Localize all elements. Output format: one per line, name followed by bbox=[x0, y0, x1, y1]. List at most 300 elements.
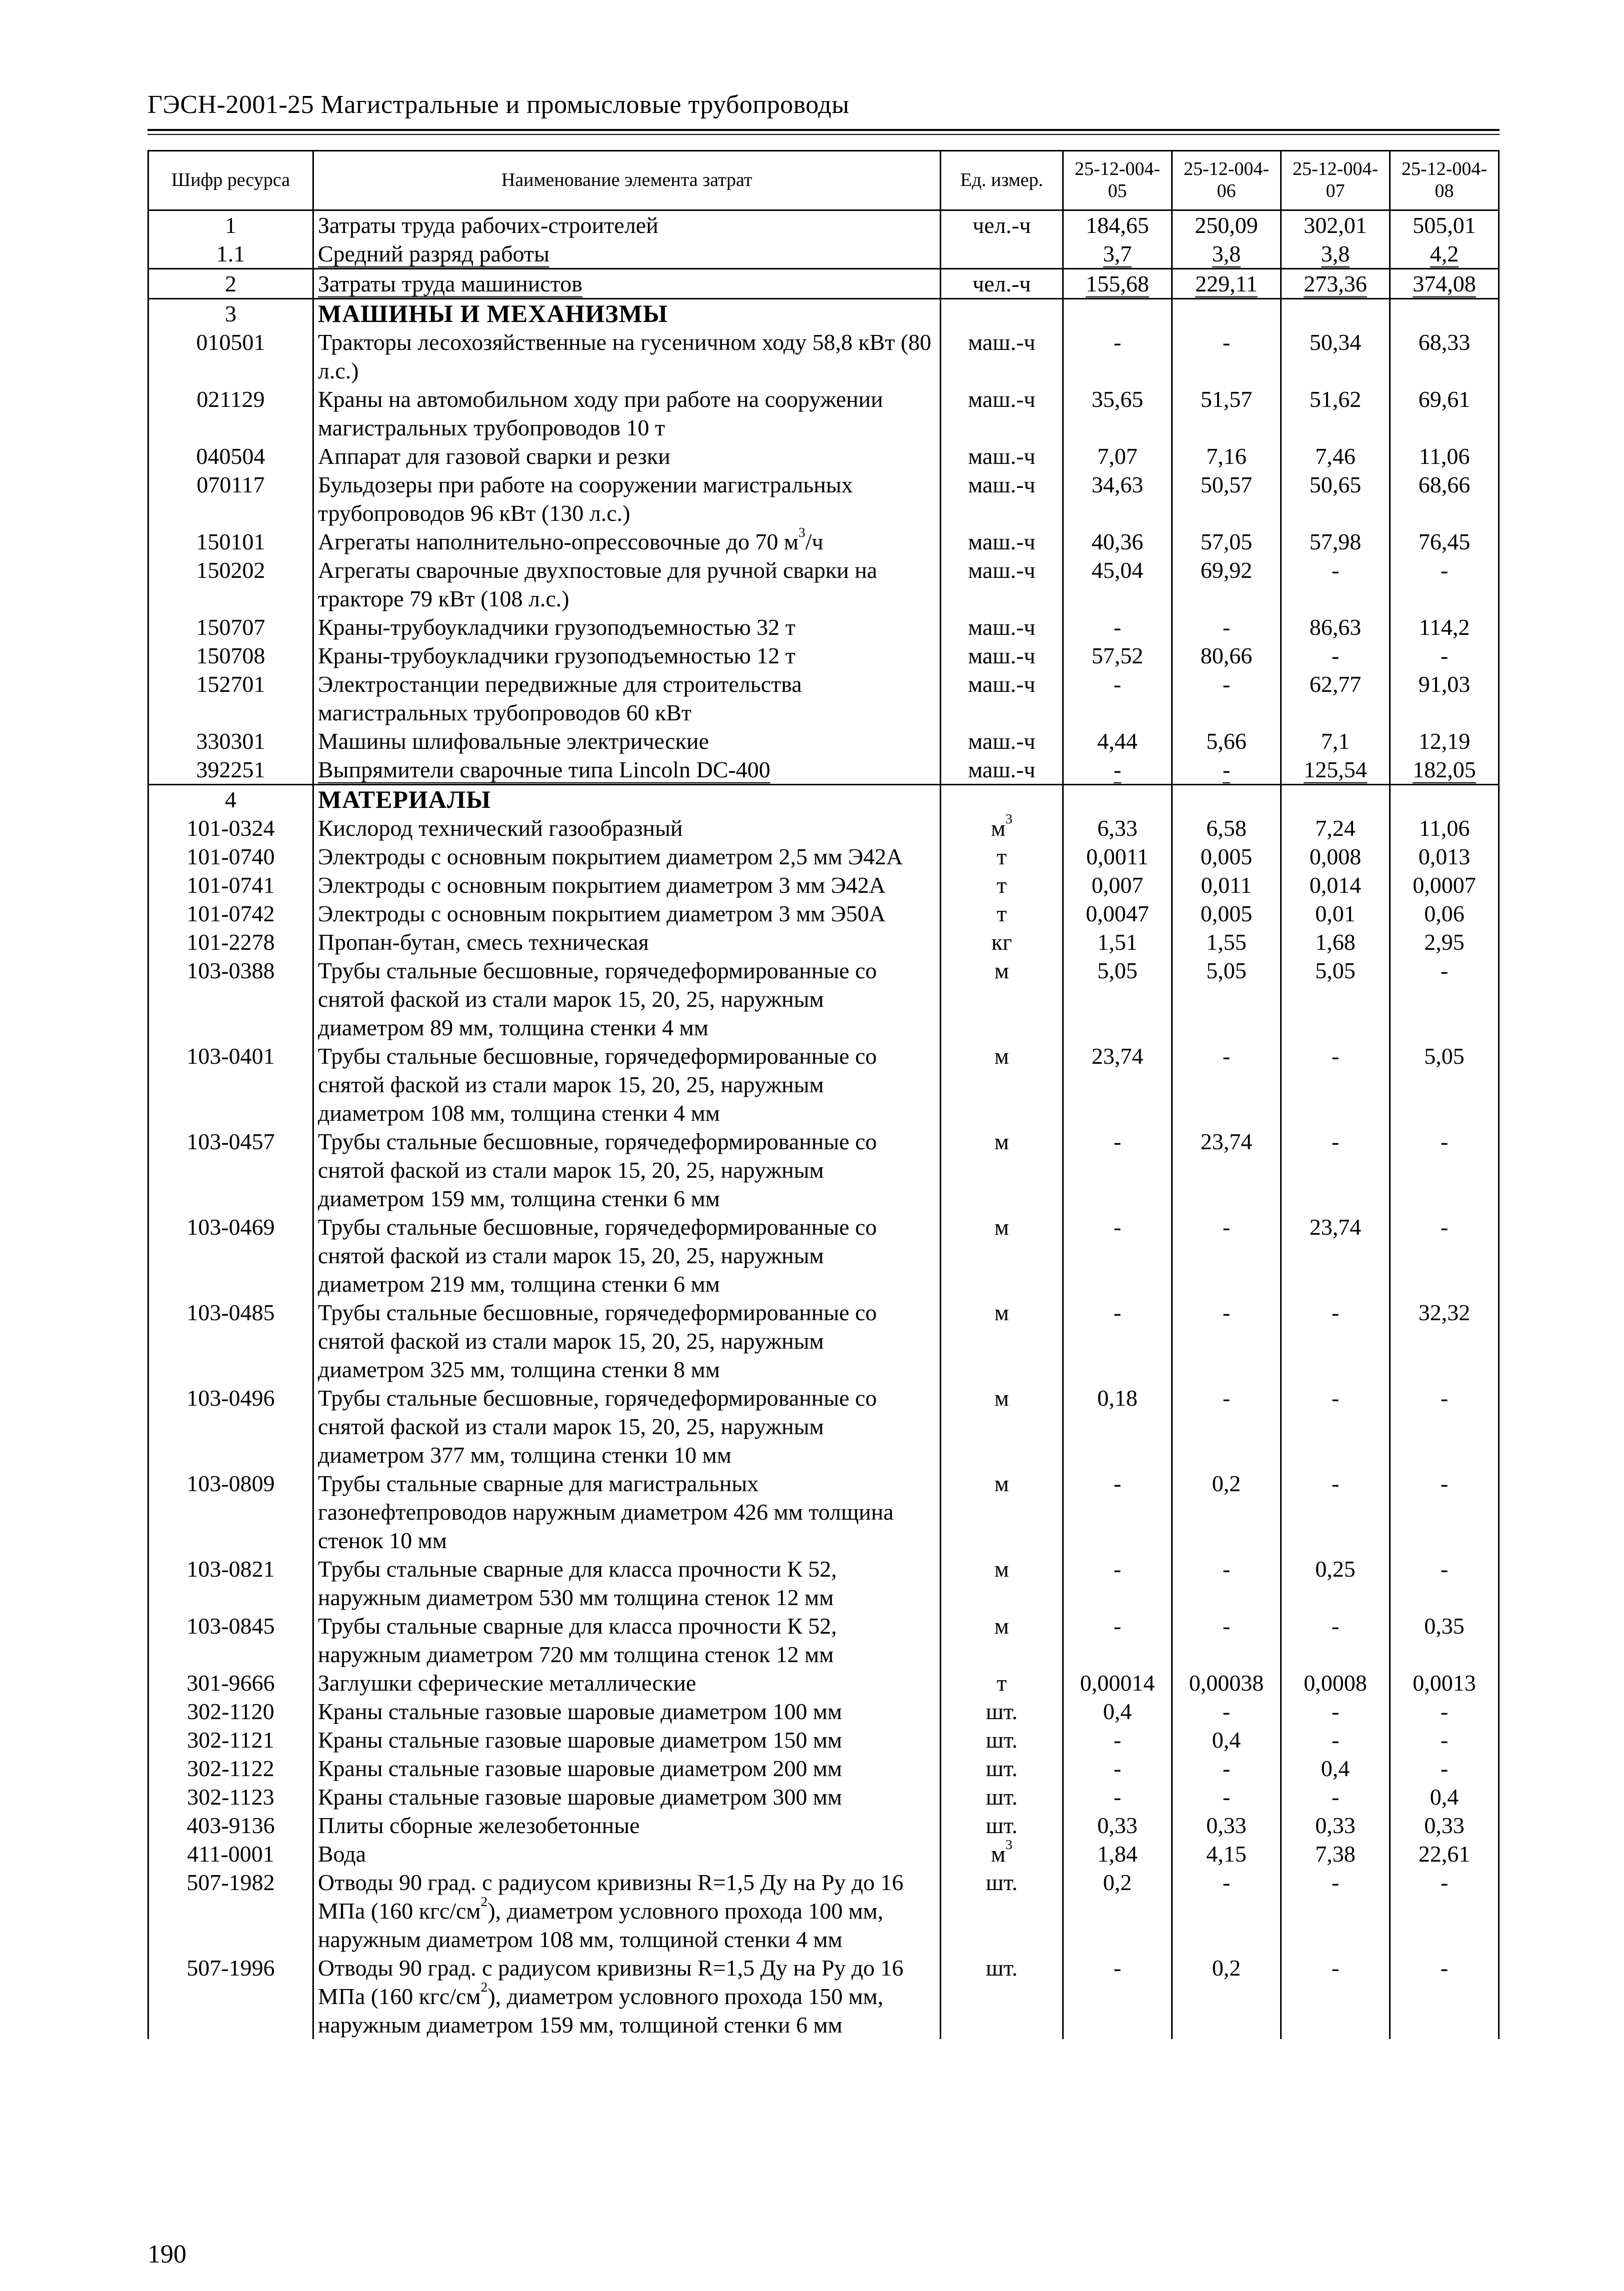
value-cell-v1 bbox=[1063, 956, 1172, 1042]
value-cell-v3 bbox=[1281, 956, 1390, 1042]
resource-name-cell bbox=[313, 814, 941, 842]
value-cell-v2 bbox=[1172, 1127, 1281, 1213]
value-text: - bbox=[1331, 1385, 1340, 1411]
resource-code-cell: 1 bbox=[148, 210, 313, 240]
resource-name-cell bbox=[313, 442, 941, 470]
value-cell-v3 bbox=[1281, 1868, 1390, 1954]
unit-cell: маш.-ч bbox=[941, 442, 1063, 470]
resource-name-text: Краны стальные газовые шаровые диаметром 300 мм bbox=[318, 1784, 842, 1810]
table-row bbox=[148, 1127, 1499, 1213]
resource-name-text: Затраты труда машинистов bbox=[318, 271, 583, 296]
resource-name-text: Трубы стальные бесшовные, горячедеформированные со снятой фаской из стали марок 15, 20, 25, наружным диаметром 325 мм, толщина стенки 8 мм bbox=[318, 1300, 877, 1382]
value-cell-v2 bbox=[1172, 727, 1281, 755]
value-text: - bbox=[1113, 1300, 1122, 1325]
value-cell-v2 bbox=[1172, 785, 1281, 814]
value-cell-v1 bbox=[1063, 1555, 1172, 1612]
value-cell-v4 bbox=[1390, 871, 1499, 899]
value-text: 7,16 bbox=[1206, 443, 1247, 469]
value-cell-v3 bbox=[1281, 1669, 1390, 1697]
table-row bbox=[148, 299, 1499, 328]
value-cell-v3 bbox=[1281, 1127, 1390, 1213]
value-text: - bbox=[1222, 1214, 1231, 1240]
value-cell-v2 bbox=[1172, 299, 1281, 328]
value-cell-v1 bbox=[1063, 755, 1172, 785]
value-text: 57,05 bbox=[1200, 529, 1253, 554]
value-text: 4,2 bbox=[1430, 241, 1459, 266]
header-rule bbox=[147, 129, 1500, 131]
resource-name-cell bbox=[313, 871, 941, 899]
resource-name-cell bbox=[313, 1555, 941, 1612]
value-cell-v4 bbox=[1390, 1840, 1499, 1868]
resource-code-cell: 101-0324 bbox=[148, 814, 313, 842]
value-cell-v4 bbox=[1390, 928, 1499, 956]
resource-name-cell bbox=[313, 299, 941, 328]
value-text: - bbox=[1113, 1556, 1122, 1582]
value-text: - bbox=[1440, 557, 1449, 583]
resource-name-cell bbox=[313, 1612, 941, 1669]
resource-code-cell: 152701 bbox=[148, 670, 313, 727]
resource-code-cell: 103-0388 bbox=[148, 956, 313, 1042]
resource-name-cell bbox=[313, 470, 941, 527]
value-text: 184,65 bbox=[1086, 212, 1149, 238]
resource-name-cell bbox=[313, 239, 941, 269]
value-text: 0,4 bbox=[1212, 1727, 1241, 1753]
table-row bbox=[148, 956, 1499, 1042]
table-row bbox=[148, 727, 1499, 755]
resource-name-text: Краны стальные газовые шаровые диаметром 200 мм bbox=[318, 1756, 842, 1781]
value-text: 0,4 bbox=[1103, 1699, 1132, 1724]
value-cell-v3 bbox=[1281, 785, 1390, 814]
value-cell-v4 bbox=[1390, 556, 1499, 613]
value-text: 5,05 bbox=[1097, 958, 1138, 983]
resource-code-cell: 411-0001 bbox=[148, 1840, 313, 1868]
value-text: - bbox=[1222, 1556, 1231, 1582]
resource-code-cell: 040504 bbox=[148, 442, 313, 470]
resource-name-superscript: 2 bbox=[480, 1979, 488, 1995]
resource-name-cell bbox=[313, 956, 941, 1042]
value-text: 6,58 bbox=[1206, 815, 1247, 841]
value-text: - bbox=[1113, 1955, 1122, 1981]
table-row bbox=[148, 613, 1499, 641]
value-text: 7,24 bbox=[1315, 815, 1356, 841]
value-text: 0,0047 bbox=[1086, 901, 1149, 926]
header-rule-thin bbox=[147, 134, 1500, 135]
resource-name-cell bbox=[313, 1954, 941, 2039]
unit-cell: шт. bbox=[941, 1811, 1063, 1840]
value-cell-v3 bbox=[1281, 670, 1390, 727]
value-text: - bbox=[1222, 1300, 1231, 1325]
value-cell-v1 bbox=[1063, 239, 1172, 269]
resource-code-cell: 2 bbox=[148, 269, 313, 299]
resource-code-cell: 010501 bbox=[148, 328, 313, 385]
value-text: 11,06 bbox=[1419, 443, 1470, 469]
value-text: 374,08 bbox=[1413, 271, 1476, 296]
value-text: 0,4 bbox=[1321, 1756, 1350, 1781]
value-cell-v1 bbox=[1063, 1697, 1172, 1726]
table-row bbox=[148, 1697, 1499, 1726]
column-header-v3: 25-12-004-07 bbox=[1281, 151, 1390, 210]
resource-name-text: Трубы стальные бесшовные, горячедеформированные со снятой фаской из стали марок 15, 20, 25, наружным диаметром 108 мм, толщина стенки 4 мм bbox=[318, 1043, 877, 1126]
value-text: - bbox=[1113, 757, 1122, 782]
value-text: 0,0011 bbox=[1086, 844, 1149, 869]
value-cell-v4 bbox=[1390, 1868, 1499, 1954]
value-cell-v2 bbox=[1172, 755, 1281, 785]
resource-name-part: Агрегаты наполнительно-опрессовочные до 70 м bbox=[318, 529, 799, 554]
value-text: - bbox=[1331, 1955, 1340, 1981]
resource-name-cell bbox=[313, 556, 941, 613]
value-cell-v3 bbox=[1281, 1726, 1390, 1754]
value-text: 229,11 bbox=[1195, 271, 1258, 296]
unit-cell: м bbox=[941, 1213, 1063, 1298]
unit-cell: кг bbox=[941, 928, 1063, 956]
value-cell-v3 bbox=[1281, 442, 1390, 470]
unit-cell: маш.-ч bbox=[941, 755, 1063, 785]
value-text: 12,19 bbox=[1418, 728, 1471, 754]
value-cell-v2 bbox=[1172, 269, 1281, 299]
value-cell-v3 bbox=[1281, 1811, 1390, 1840]
value-text: 7,07 bbox=[1097, 443, 1138, 469]
resource-name-cell bbox=[313, 1697, 941, 1726]
resource-name-text: Трубы стальные сварные для магистральных газонефтепроводов наружным диаметром 426 мм толщина стенок 10 мм bbox=[318, 1471, 894, 1553]
value-cell-v4 bbox=[1390, 814, 1499, 842]
resource-name-cell bbox=[313, 1840, 941, 1868]
resource-code-cell: 101-0740 bbox=[148, 842, 313, 871]
value-cell-v3 bbox=[1281, 239, 1390, 269]
resource-name-text: Аппарат для газовой сварки и резки bbox=[318, 443, 671, 469]
value-cell-v1 bbox=[1063, 527, 1172, 556]
value-text: 62,77 bbox=[1309, 671, 1362, 697]
resource-name-cell bbox=[313, 1213, 941, 1298]
value-text: 0,0008 bbox=[1304, 1670, 1367, 1696]
value-text: 155,68 bbox=[1086, 271, 1149, 296]
resource-code-cell: 507-1996 bbox=[148, 1954, 313, 2039]
value-cell-v1 bbox=[1063, 1868, 1172, 1954]
value-cell-v4 bbox=[1390, 956, 1499, 1042]
resource-name-text: Плиты сборные железобетонные bbox=[318, 1813, 640, 1838]
value-text: 3,8 bbox=[1321, 241, 1350, 266]
resource-code-cell: 507-1982 bbox=[148, 1868, 313, 1954]
value-text: 0,005 bbox=[1200, 844, 1253, 869]
column-header-v1: 25-12-004-05 bbox=[1063, 151, 1172, 210]
resource-code-cell: 103-0496 bbox=[148, 1384, 313, 1469]
table-row bbox=[148, 785, 1499, 814]
table-row bbox=[148, 670, 1499, 727]
value-text: 69,61 bbox=[1418, 386, 1471, 412]
value-text: 0,005 bbox=[1200, 901, 1253, 926]
resource-name-cell bbox=[313, 524, 941, 556]
value-text: 51,62 bbox=[1309, 386, 1362, 412]
value-cell-v1 bbox=[1063, 1754, 1172, 1783]
value-cell-v3 bbox=[1281, 1840, 1390, 1868]
value-text: - bbox=[1440, 1471, 1449, 1496]
value-cell-v3 bbox=[1281, 1298, 1390, 1384]
value-text: - bbox=[1113, 1214, 1122, 1240]
unit-cell: шт. bbox=[941, 1697, 1063, 1726]
value-cell-v3 bbox=[1281, 527, 1390, 556]
unit-cell: маш.-ч bbox=[941, 556, 1063, 613]
value-text: - bbox=[1331, 1784, 1340, 1810]
resource-code-cell: 302-1121 bbox=[148, 1726, 313, 1754]
value-text: 51,57 bbox=[1200, 386, 1253, 412]
value-cell-v4 bbox=[1390, 899, 1499, 928]
table-row bbox=[148, 1469, 1499, 1555]
unit-cell: м bbox=[941, 1384, 1063, 1469]
value-cell-v1 bbox=[1063, 1213, 1172, 1298]
value-cell-v2 bbox=[1172, 470, 1281, 527]
unit-cell: т bbox=[941, 871, 1063, 899]
resource-code-cell: 150707 bbox=[148, 613, 313, 641]
value-cell-v1 bbox=[1063, 1840, 1172, 1868]
value-text: - bbox=[1440, 1556, 1449, 1582]
value-cell-v1 bbox=[1063, 1042, 1172, 1127]
value-cell-v2 bbox=[1172, 1754, 1281, 1783]
value-text: 23,74 bbox=[1200, 1129, 1253, 1154]
value-cell-v3 bbox=[1281, 613, 1390, 641]
value-cell-v2 bbox=[1172, 239, 1281, 269]
value-cell-v1 bbox=[1063, 899, 1172, 928]
unit-cell: м bbox=[941, 1298, 1063, 1384]
value-cell-v3 bbox=[1281, 1213, 1390, 1298]
resource-code-cell: 101-0741 bbox=[148, 871, 313, 899]
resource-name-cell bbox=[313, 269, 941, 299]
resource-name-cell bbox=[313, 1042, 941, 1127]
resource-name-cell bbox=[313, 1669, 941, 1697]
value-cell-v1 bbox=[1063, 727, 1172, 755]
value-cell-v2 bbox=[1172, 1697, 1281, 1726]
unit-cell: м bbox=[941, 956, 1063, 1042]
value-cell-v2 bbox=[1172, 1840, 1281, 1868]
resource-name-cell bbox=[313, 928, 941, 956]
column-header-name: Наименование элемента затрат bbox=[313, 151, 941, 210]
value-text: 0,0007 bbox=[1413, 872, 1476, 898]
value-text: 40,36 bbox=[1091, 529, 1144, 554]
value-text: 0,33 bbox=[1097, 1813, 1138, 1838]
unit-cell: маш.-ч bbox=[941, 670, 1063, 727]
value-cell-v4 bbox=[1390, 1726, 1499, 1754]
value-text: 35,65 bbox=[1091, 386, 1144, 412]
column-header-unit: Ед. измер. bbox=[941, 151, 1063, 210]
value-cell-v2 bbox=[1172, 1783, 1281, 1811]
value-cell-v3 bbox=[1281, 755, 1390, 785]
value-cell-v2 bbox=[1172, 385, 1281, 442]
value-text: 68,33 bbox=[1418, 329, 1471, 355]
value-cell-v1 bbox=[1063, 1726, 1172, 1754]
value-text: 0,007 bbox=[1091, 872, 1144, 898]
value-cell-v2 bbox=[1172, 1669, 1281, 1697]
unit-cell: маш.-ч bbox=[941, 328, 1063, 385]
value-text: 5,05 bbox=[1424, 1043, 1465, 1069]
unit-cell: т bbox=[941, 842, 1063, 871]
value-text: 5,66 bbox=[1206, 728, 1247, 754]
value-text: 32,32 bbox=[1418, 1300, 1471, 1325]
value-text: - bbox=[1331, 1613, 1340, 1639]
table-row bbox=[148, 1298, 1499, 1384]
value-cell-v1 bbox=[1063, 328, 1172, 385]
value-text: 22,61 bbox=[1418, 1841, 1471, 1867]
value-cell-v1 bbox=[1063, 842, 1172, 871]
resource-name-text: Краны-трубоукладчики грузоподъемностью 32 т bbox=[318, 614, 796, 640]
value-text: 302,01 bbox=[1304, 212, 1367, 238]
resource-name-cell bbox=[313, 613, 941, 641]
value-text: 5,05 bbox=[1315, 958, 1356, 983]
resource-name-text: Трубы стальные бесшовные, горячедеформированные со снятой фаской из стали марок 15, 20, 25, наружным диаметром 219 мм, толщина стенки 6 мм bbox=[318, 1214, 877, 1297]
value-cell-v1 bbox=[1063, 299, 1172, 328]
resource-code-cell: 4 bbox=[148, 785, 313, 814]
value-cell-v1 bbox=[1063, 470, 1172, 527]
value-text: - bbox=[1222, 1870, 1231, 1895]
value-text: 3,7 bbox=[1103, 241, 1132, 266]
value-text: 125,54 bbox=[1304, 757, 1367, 782]
resource-name-text bbox=[318, 524, 824, 554]
value-cell-v4 bbox=[1390, 785, 1499, 814]
unit-cell: маш.-ч bbox=[941, 527, 1063, 556]
value-cell-v4 bbox=[1390, 1384, 1499, 1469]
table-row bbox=[148, 328, 1499, 385]
value-cell-v2 bbox=[1172, 641, 1281, 670]
value-cell-v3 bbox=[1281, 1783, 1390, 1811]
table-row bbox=[148, 842, 1499, 871]
resource-name-cell bbox=[313, 899, 941, 928]
resource-name-superscript: 2 bbox=[480, 1894, 488, 1909]
value-text: - bbox=[1440, 1129, 1449, 1154]
table-row bbox=[148, 641, 1499, 670]
page-header: ГЭСН-2001-25 Магистральные и промысловые трубопроводы bbox=[147, 90, 850, 119]
value-cell-v1 bbox=[1063, 1469, 1172, 1555]
value-text: 1,55 bbox=[1206, 929, 1247, 955]
value-cell-v2 bbox=[1172, 899, 1281, 928]
value-cell-v4 bbox=[1390, 239, 1499, 269]
value-cell-v3 bbox=[1281, 842, 1390, 871]
value-text: - bbox=[1113, 329, 1122, 355]
value-text: 0,2 bbox=[1103, 1870, 1132, 1895]
resource-name-text: Кислород технический газообразный bbox=[318, 815, 683, 841]
unit-cell: шт. bbox=[941, 1868, 1063, 1954]
resource-code-cell: 101-2278 bbox=[148, 928, 313, 956]
value-cell-v3 bbox=[1281, 1754, 1390, 1783]
resource-code-cell: 070117 bbox=[148, 470, 313, 527]
value-cell-v3 bbox=[1281, 641, 1390, 670]
unit-cell: м bbox=[941, 1555, 1063, 1612]
value-cell-v2 bbox=[1172, 1868, 1281, 1954]
value-text: 50,34 bbox=[1309, 329, 1362, 355]
table-row bbox=[148, 556, 1499, 613]
resource-name-part: Отводы 90 град. с радиусом кривизны R=1,5 Ду на Ру до 16 МПа (160 кгс/см bbox=[318, 1870, 904, 1924]
resource-name-text: Трубы стальные бесшовные, горячедеформированные со снятой фаской из стали марок 15, 20, 25, наружным диаметром 377 мм, толщина стенки 10 мм bbox=[318, 1385, 877, 1468]
resource-name-text: Электростанции передвижные для строительства магистральных трубопроводов 60 кВт bbox=[318, 671, 802, 725]
value-text: 0,00038 bbox=[1189, 1670, 1264, 1696]
value-cell-v3 bbox=[1281, 899, 1390, 928]
unit-cell: т bbox=[941, 1669, 1063, 1697]
table-header-row bbox=[148, 151, 1499, 210]
value-text: - bbox=[1331, 1870, 1340, 1895]
value-cell-v4 bbox=[1390, 641, 1499, 670]
unit-cell: шт. bbox=[941, 1754, 1063, 1783]
value-cell-v4 bbox=[1390, 1811, 1499, 1840]
value-text: - bbox=[1113, 1784, 1122, 1810]
value-text: 3,8 bbox=[1212, 241, 1241, 266]
value-cell-v1 bbox=[1063, 1612, 1172, 1669]
value-cell-v4 bbox=[1390, 1469, 1499, 1555]
value-cell-v2 bbox=[1172, 556, 1281, 613]
value-cell-v2 bbox=[1172, 956, 1281, 1042]
value-text: - bbox=[1113, 671, 1122, 697]
resource-name-cell bbox=[313, 328, 941, 385]
value-cell-v2 bbox=[1172, 613, 1281, 641]
resource-name-text: Средний разряд работы bbox=[318, 241, 550, 266]
value-text: - bbox=[1331, 1300, 1340, 1325]
resource-code-cell: 150708 bbox=[148, 641, 313, 670]
value-text: 50,65 bbox=[1309, 472, 1362, 497]
value-cell-v4 bbox=[1390, 1697, 1499, 1726]
resource-name-text: Краны на автомобильном ходу при работе на сооружении магистральных трубопроводов 10 т bbox=[318, 386, 883, 440]
value-cell-v4 bbox=[1390, 1213, 1499, 1298]
value-cell-v2 bbox=[1172, 1954, 1281, 2039]
value-text: - bbox=[1222, 1043, 1231, 1069]
value-text: 23,74 bbox=[1091, 1043, 1144, 1069]
value-cell-v2 bbox=[1172, 670, 1281, 727]
table-row bbox=[148, 928, 1499, 956]
value-text: 0,33 bbox=[1315, 1813, 1356, 1838]
value-cell-v1 bbox=[1063, 556, 1172, 613]
resource-cost-table bbox=[147, 150, 1500, 2039]
resource-name-text: Трубы стальные бесшовные, горячедеформированные со снятой фаской из стали марок 15, 20, 25, наружным диаметром 159 мм, толщина стенки 6 мм bbox=[318, 1129, 877, 1211]
value-text: 6,33 bbox=[1097, 815, 1138, 841]
resource-name-cell bbox=[313, 785, 941, 814]
value-cell-v3 bbox=[1281, 299, 1390, 328]
value-cell-v4 bbox=[1390, 299, 1499, 328]
value-cell-v4 bbox=[1390, 1783, 1499, 1811]
value-cell-v3 bbox=[1281, 1384, 1390, 1469]
resource-name-cell bbox=[313, 670, 941, 727]
value-cell-v3 bbox=[1281, 1555, 1390, 1612]
resource-code-cell: 1.1 bbox=[148, 239, 313, 269]
table-row bbox=[148, 1612, 1499, 1669]
table-row bbox=[148, 1868, 1499, 1954]
resource-name-text: Выпрямители сварочные типа Lincoln DC-400 bbox=[318, 757, 771, 782]
resource-name-text: Затраты труда рабочих-строителей bbox=[318, 212, 659, 238]
value-cell-v2 bbox=[1172, 1298, 1281, 1384]
resource-name-cell bbox=[313, 1127, 941, 1213]
resource-name-part: ), диаметром условного прохода 150 мм, наружным диаметром 159 мм, толщиной стенки 6 мм bbox=[318, 1984, 884, 2038]
value-cell-v4 bbox=[1390, 442, 1499, 470]
value-cell-v2 bbox=[1172, 527, 1281, 556]
resource-name-cell bbox=[313, 1783, 941, 1811]
resource-code-cell: 103-0401 bbox=[148, 1042, 313, 1127]
value-text: 5,05 bbox=[1206, 958, 1247, 983]
value-text: 0,18 bbox=[1097, 1385, 1138, 1411]
value-text: - bbox=[1440, 1955, 1449, 1981]
value-cell-v3 bbox=[1281, 269, 1390, 299]
value-cell-v3 bbox=[1281, 814, 1390, 842]
resource-name-text: Краны-трубоукладчики грузоподъемностью 12 т bbox=[318, 643, 796, 668]
value-cell-v2 bbox=[1172, 842, 1281, 871]
value-cell-v2 bbox=[1172, 928, 1281, 956]
value-cell-v4 bbox=[1390, 269, 1499, 299]
unit-superscript: 3 bbox=[1005, 1837, 1013, 1852]
resource-name-text: МАТЕРИАЛЫ bbox=[318, 785, 491, 813]
value-cell-v1 bbox=[1063, 871, 1172, 899]
resource-name-text: Трубы стальные сварные для класса прочности К 52, наружным диаметром 530 мм толщина стенок 12 мм bbox=[318, 1556, 837, 1610]
value-text: - bbox=[1331, 1043, 1340, 1069]
value-text: 0,33 bbox=[1206, 1813, 1247, 1838]
value-text: - bbox=[1222, 614, 1231, 640]
resource-code-cell: 103-0809 bbox=[148, 1469, 313, 1555]
value-cell-v4 bbox=[1390, 210, 1499, 240]
value-text: 0,00014 bbox=[1080, 1670, 1155, 1696]
value-cell-v2 bbox=[1172, 1811, 1281, 1840]
value-cell-v2 bbox=[1172, 328, 1281, 385]
resource-code-cell: 101-0742 bbox=[148, 899, 313, 928]
